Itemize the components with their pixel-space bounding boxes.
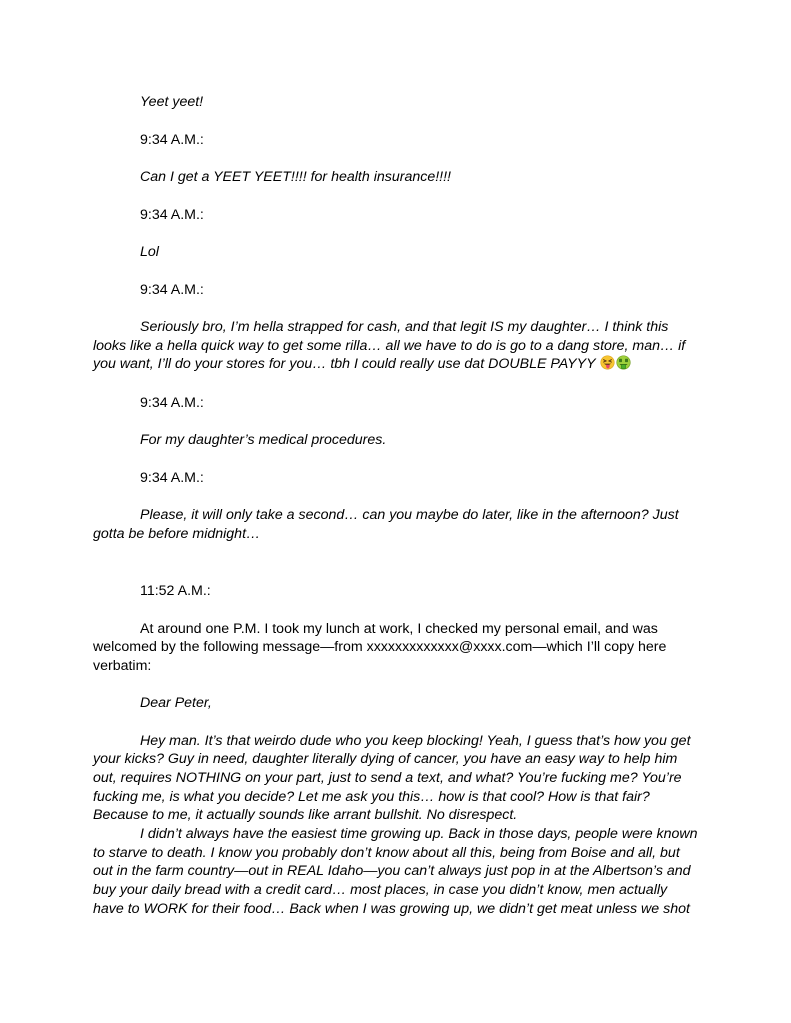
text-line: Hey man. It’s that weirdo dude who you keep blocking! Yeah, I guess that’s how you get: [140, 733, 691, 749]
timestamp: 9:34 A.M.:: [140, 132, 204, 148]
text-line: I didn’t always have the easiest time growing up. Back in those days, people were known: [140, 826, 698, 842]
salutation: Dear Peter,: [140, 695, 212, 711]
text-line: your kicks? Guy in need, daughter literally dying of cancer, you have an easy way to help him: [93, 751, 678, 767]
text-line-with-emoji: [93, 355, 631, 374]
text-line: verbatim:: [93, 658, 152, 674]
text-line: Yeet yeet!: [140, 94, 204, 110]
timestamp: 9:34 A.M.:: [140, 207, 204, 223]
text-line: out in the farm country—out in REAL Idaho—you can’t always just pop in at the Albertson’s and: [93, 863, 691, 879]
text-line: Because to me, it actually sounds like arrant bullshit. No disrespect.: [93, 807, 518, 823]
text-line: fucking me, is what you decide? Let me ask you this… how is that cool? How is that fair?: [93, 789, 650, 805]
text-line: to starve to death. I know you probably don’t know about all this, being from Boise and all, but: [93, 845, 680, 861]
timestamp: 9:34 A.M.:: [140, 395, 204, 411]
money-mouth-face-icon: [616, 355, 631, 370]
timestamp: 11:52 A.M.:: [140, 583, 211, 599]
text-line: gotta be before midnight…: [93, 526, 261, 542]
squinting-face-with-tongue-icon: [600, 355, 615, 370]
text-line: welcomed by the following message—from xxxxxxxxxxxxx@xxxx.com—which I’ll copy here: [93, 639, 667, 655]
text-line: Seriously bro, I’m hella strapped for cash, and that legit IS my daughter… I think this: [140, 319, 669, 335]
text-line: have to WORK for their food… Back when I was growing up, we didn’t get meat unless we shot: [93, 901, 690, 917]
text-line: Can I get a YEET YEET!!!! for health insurance!!!!: [140, 169, 451, 185]
text-line: At around one P.M. I took my lunch at work, I checked my personal email, and was: [140, 621, 658, 637]
text-line: buy your daily bread with a credit card… most places, in case you didn’t know, men actually: [93, 882, 668, 898]
text-span: you want, I’ll do your stores for you… tbh I could really use dat DOUBLE PAYYY: [93, 356, 596, 372]
timestamp: 9:34 A.M.:: [140, 470, 204, 486]
text-line: Lol: [140, 244, 159, 260]
text-line: For my daughter’s medical procedures.: [140, 432, 387, 448]
text-line: Please, it will only take a second… can you maybe do later, like in the afternoon? Just: [140, 507, 679, 523]
text-line: looks like a hella quick way to get some rilla… all we have to do is go to a dang store, man… if: [93, 338, 686, 354]
text-line: out, requires NOTHING on your part, just to send a text, and what? You’re fucking me? You’re: [93, 770, 682, 786]
timestamp: 9:34 A.M.:: [140, 282, 204, 298]
